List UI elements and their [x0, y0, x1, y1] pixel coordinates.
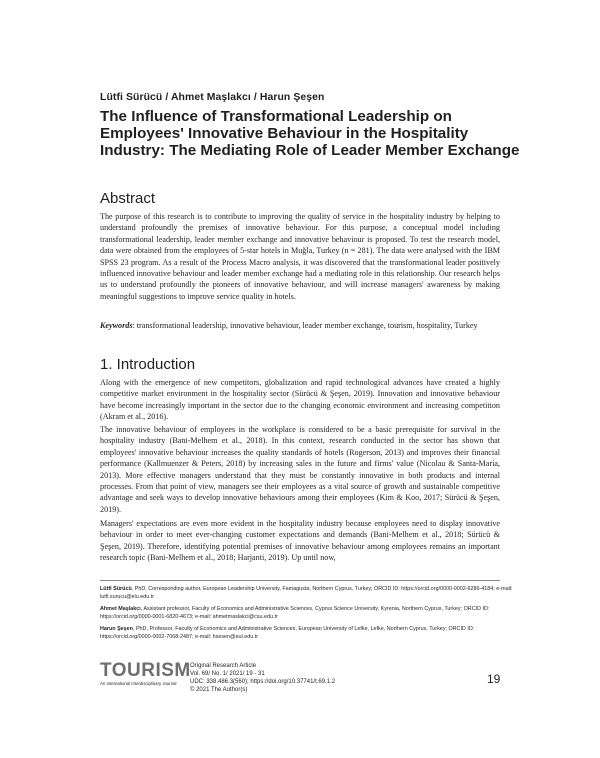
footnote-author-details: , PhD, Professor, Faculty of Economics and Administrative Sciences, European University of Lefke, Lefke, Northern Cyprus, Turkey; ORCID ID: https://orcid.org/0000-0002-7068-2487; e-mail: hsesen@eul.edu.tr — [100, 626, 475, 640]
keywords-list: : transformational leadership, innovative behaviour, leader member exchange, tourism, hospitality, Turkey — [132, 321, 478, 330]
author-line: Lütfi Sürücü / Ahmet Maşlakcı / Harun Şeşen — [100, 92, 325, 103]
footnote-author-name: Lütfi Sürücü — [100, 586, 132, 592]
volume-issue: Vol. 69/ No. 1/ 2021/ 19 - 31 — [190, 671, 265, 678]
journal-logo — [100, 661, 190, 691]
copyright: © 2021 The Author(s) — [190, 687, 248, 694]
introduction-heading: 1. Introduction — [100, 356, 196, 373]
footnote-author-name: Ahmet Maşlakcı — [100, 606, 141, 612]
article-type: Original Research Article — [190, 663, 257, 669]
intro-paragraph-3: Managers' expectations are even more evident in the hospitality industry because employees need to display innovative behaviour in order to meet ever-changing customer expectations and demands (Bani-Melhem et al., 2018; Sürücü & Şeşen, 2019). Therefore, identifying potential premises of innovative behaviour among employees remains an important research topic (Bani-Melhem et al., 2018; Harjanti, 2019). Up until now, — [100, 519, 500, 563]
abstract-text: The purpose of this research is to contribute to improving the quality of service in the hospitality industry by helping to understand profoundly the premises of innovative behaviour. For this purpose, a conceptual model including transformational leadership, leader member exchange and innovative behaviour is proposed. To test the research model, data were obtained from the employees of 5-star hotels in Muğla, Turkey (n = 281). The data were analysed with the IBM SPSS 23 program. As a result of the Process Macro analysis, it was discovered that the transformational leader positively influenced innovative behaviour and leader member exchange had a mediating role in this relationship. Our research helps us to understand profoundly the pioneers of innovative behaviour, and will increase managers' awareness by making meaningful suggestions to improve service quality in hotels. — [100, 212, 500, 301]
article-title: The Influence of Transformational Leadership on Employees' Innovative Behaviour in the Hospitality Industry: The Mediating Role of Leader Member Exchange — [100, 108, 520, 159]
footnote-author-details: , PhD, Corresponding author, European Leadership University, Famagusta, Northern Cyprus, Turkey; ORCID ID: https://orcid.org/0000-0002-6286-4184; e-mail: lutfi.surucu@elu.edu.tr — [100, 586, 513, 600]
journal-logo-subtitle: An International Interdisciplinary Journal — [100, 681, 177, 686]
intro-paragraph-2: The innovative behaviour of employees in the workplace is considered to be a basic prerequisite for survival in the hospitality industry (Bani-Melhem et al., 2018). In this context, research conducted in the sector has shown that employees' innovative behaviour increases the quality standards of hotels (Rogerson, 2013) and improves their financial performance (Kallmuenzer & Peters, 2018) by increasing sales in the future and firms' value (Nicolau & Santa-María, 2013). More effective managers understand that they must be constantly innovative in both products and internal processes. From that point of view, managers see their employees as a vital source of growth and sustainable competitive advantage and seek ways to develop innovative behaviours among their employees (Kim & Koo, 2017; Sürücü & Şeşen, 2019). — [100, 425, 500, 514]
keywords-paragraph — [100, 320, 500, 331]
publication-info — [190, 662, 440, 694]
abstract-heading: Abstract — [100, 190, 156, 207]
keywords-label: Keywords — [100, 321, 133, 330]
footnote-author-1 — [100, 585, 520, 601]
intro-paragraph-1: Along with the emergence of new competitors, globalization and rapid technological advances have created a highly competitive market environment in the hospitality sector (Sürücü & Şeşen, 2019). Innovation and innovative behaviour have become increasingly important in the sector due to the changing economic environment and increasing competition (Akram et al., 2016). — [100, 378, 500, 422]
footnote-author-3 — [100, 625, 520, 641]
footnote-author-details: , Assistant professor, Faculty of Economics and Administrative Sciences, Cyprus Science University, Kyrenia, Northern Cyprus, Turkey; ORCID ID: https://orcid.org/0000-0001-6820-4673; e-mail: ahmetmaslakci@csu.edu.tr — [100, 606, 490, 620]
page-number: 19 — [487, 672, 501, 686]
footnote-author-name: Harun Şeşen — [100, 626, 133, 632]
author-footnotes — [100, 585, 520, 645]
footnote-author-2 — [100, 605, 520, 621]
footnote-divider — [100, 580, 500, 581]
udc-doi: UDC: 338.486.3(560); https://doi.org/10.37741/t.69.1.2 — [190, 679, 336, 686]
journal-logo-wordmark: TOURISM — [100, 660, 191, 681]
